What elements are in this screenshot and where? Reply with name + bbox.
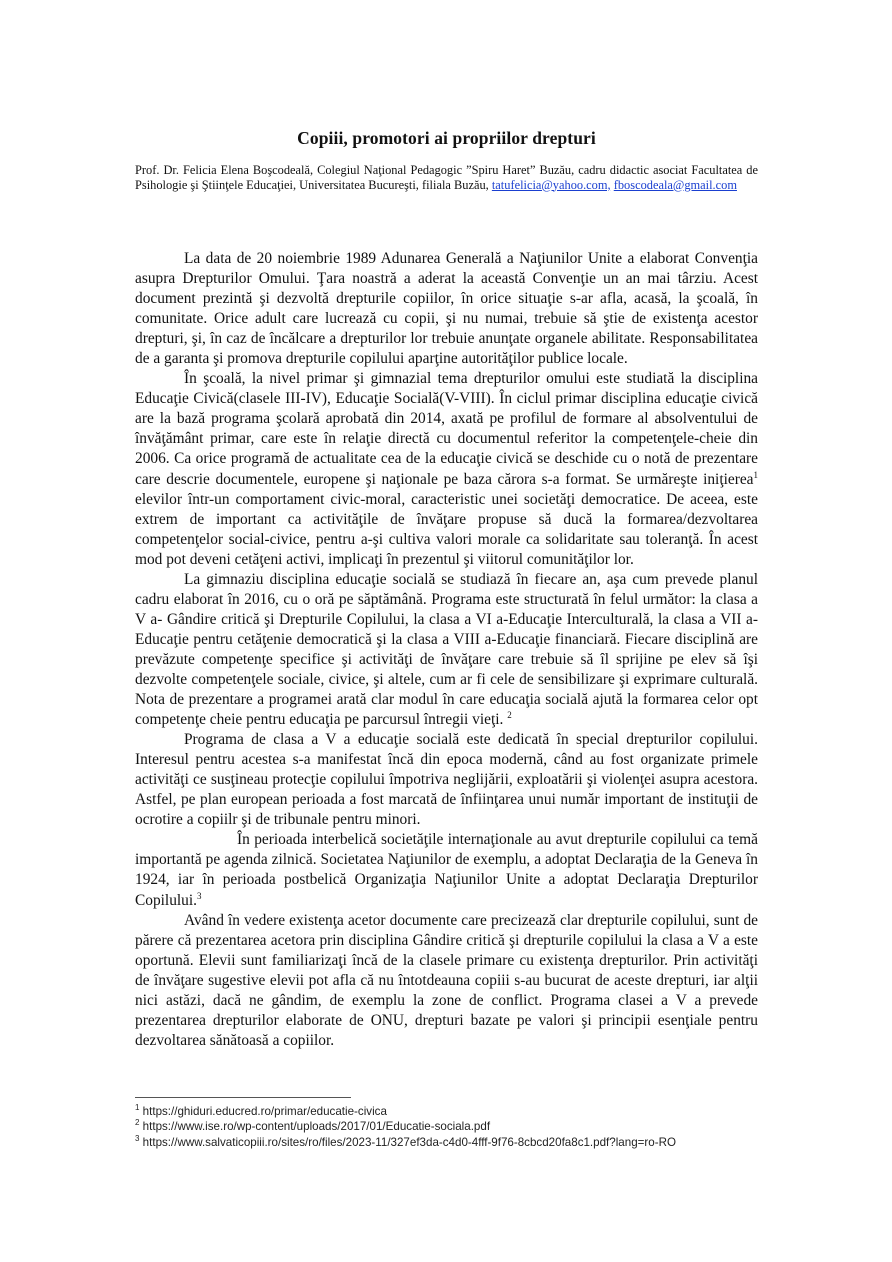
paragraph-4: Programa de clasa a V a educaţie socială este dedicată în special drepturilor copilului. Interesul pentru acestea s-a manifestat încă din epoca modernă, când au fost organizate primele activităţi ce susţineau protecţie copilului împotriva neglijării, exploatării şi violenţei asupra acestora. Astfel, pe plan european perioada a fost marcată de înfiinţarea unui număr important de instituţii de ocrotire a copiilr şi de tribunale pentru minori. (135, 731, 758, 829)
email-link-gmail[interactable]: fboscodeala@gmail.com (613, 177, 737, 192)
footnote-url[interactable]: https://www.ise.ro/wp-content/uploads/2017/01/Educatie-sociala.pdf (139, 1120, 491, 1134)
footnote-ref-3[interactable]: 3 (197, 890, 202, 901)
paragraph-3 (135, 570, 758, 730)
footnote-separator (135, 1097, 351, 1098)
paragraph-2 (135, 369, 758, 569)
footnote-2 (135, 1119, 775, 1134)
paragraph-2-text-a: În şcoală, la nivel primar şi gimnazial tema drepturilor omului este studiată la disciplina Educaţie Civică(clasele III-IV), Educaţie Socială(V-VIII). În ciclul primar disciplina educaţie civică are la bază programa şcolară aprobată din 2014, axată pe profilul de formare al absolventului de învăţământ primar, care este în relaţie directă cu documentul referitor la competenţele-cheie din 2006. Ca orice programă de actualitate cea de la educaţie civică se deschide cu o notă de prezentare care descrie documentele, europene şi naţionale pe baza cărora s-a format. Se urmăreşte iniţierea (135, 370, 758, 488)
email-link-yahoo[interactable]: tatufelicia@yahoo.com, (491, 177, 611, 192)
document-body (135, 249, 758, 1051)
paragraph-1: La data de 20 noiembrie 1989 Adunarea Generală a Naţiunilor Unite a elaborat Convenţia asupra Drepturilor Omului. Ţara noastră a aderat la această Convenţie un an mai târziu. Acest document prezintă şi dezvoltă drepturile copiilor, în orice situaţie s-ar afla, acasă, la şcoală, în comunitate. Orice adult care lucrează cu copii, şi nu numai, trebuie să ştie de existenţa acestor drepturi, şi, în caz de încălcare a drepturilor lor trebuie anunţate organele abilitate. Responsabilitatea de a garanta şi promova drepturile copilului aparţine autorităţilor publice locale. (135, 250, 758, 368)
footnote-ref-1[interactable]: 1 (753, 469, 758, 480)
paragraph-3-text: La gimnaziu disciplina educaţie socială se studiază în fiecare an, aşa cum prevede planul cadru elaborat în 2016, cu o oră pe săptămână. Programa este structurată în felul următor: la clasa a V a- Gândire critică şi Drepturile Copilului, la clasa a VI a-Educaţie Interculturală, la clasa a VII a-Educaţie pentru cetăţenie democratică şi la clasa a VIII a-Educaţie financiară. Fiecare disciplină are prevăzute competenţe specifice şi activităţi de învăţare care trebuie să îl sprijine pe elev să îşi dezvolte competenţele sociale, civice, şi altele, cum ar fi cele de sensibilizare şi exprimare culturală. Nota de prezentare a programei arată clar modul în care educaţia socială ajută la formarea celor opt competenţe cheie pentru educaţia pe parcursul întregii vieţi. (135, 570, 758, 729)
footnote-url[interactable]: https://ghiduri.educred.ro/primar/educatie-civica (139, 1105, 387, 1118)
paragraph-5 (135, 830, 758, 910)
paragraph-2-text-b: elevilor într-un comportament civic-moral, caracteristic unei societăţi democratice. De aceea, este extrem de important ca activităţile de învăţare propuse să ducă la formarea/dezvoltarea competenţelor social-civice, pentru a-şi cultiva valori morale ca solidaritate sau toleranţă. În acest mod pot deveni cetăţeni activi, implicaţi în prezentul şi viitorul comunităţilor lor. (135, 490, 758, 568)
footnote-3 (135, 1135, 775, 1150)
author-affiliation: Prof. Dr. Felicia Elena Boşcodeală, Colegiul Naţional Pedagogic ”Spiru Haret” Buzău, cadru didactic asociat Facultatea de Psihologie şi Ştiinţele Educaţiei, Universitatea Bucureşti, filiala Buzău, (135, 163, 758, 192)
author-info (135, 163, 758, 192)
paragraph-6: Având în vedere existenţa acetor documente care precizează clar drepturile copilului, sunt de părere că prezentarea acetora prin disciplina Gândire critică şi drepturile copilului la clasa a V a este oportună. Elevii sunt familiarizaţi încă de la clasele primare cu existenţa drepturilor. Prin activităţi de învăţare sugestive elevii pot afla că nu întotdeauna copiii s-au bucurat de aceste drepturi, iar alţii nici astăzi, dacă ne gândim, de exemplu la zone de conflict. Programa clasei a V a prevede prezentarea drepturilor elaborate de ONU, drepturi bazate pe valori şi principii esenţiale pentru dezvoltarea sănătoasă a copiilor. (135, 911, 758, 1049)
footnotes (135, 1104, 775, 1150)
footnote-number: 2 (135, 1118, 140, 1128)
paragraph-5-text: În perioada interbelică societăţile internaţionale au avut drepturile copilului ca temă importantă pe agenda zilnică. Societatea Naţiunilor de exemplu, a adoptat Declaraţia de la Geneva în 1924, iar în perioada postbelică Organizaţia Naţiunilor Unite a adoptat Declaraţia Drepturilor Copilului. (135, 831, 758, 909)
footnote-1 (135, 1104, 775, 1119)
footnote-url[interactable]: https://www.salvaticopiii.ro/sites/ro/files/2023-11/327ef3da-c4d0-4fff-9f76-8cbcd20fa8c1.pdf?lang=ro-RO (139, 1135, 676, 1149)
footnote-number: 3 (135, 1133, 140, 1143)
footnote-number: 1 (135, 1103, 140, 1113)
footnote-ref-2[interactable]: 2 (507, 709, 512, 720)
document-title: Copiii, promotori ai propriilor drepturi (297, 128, 596, 148)
